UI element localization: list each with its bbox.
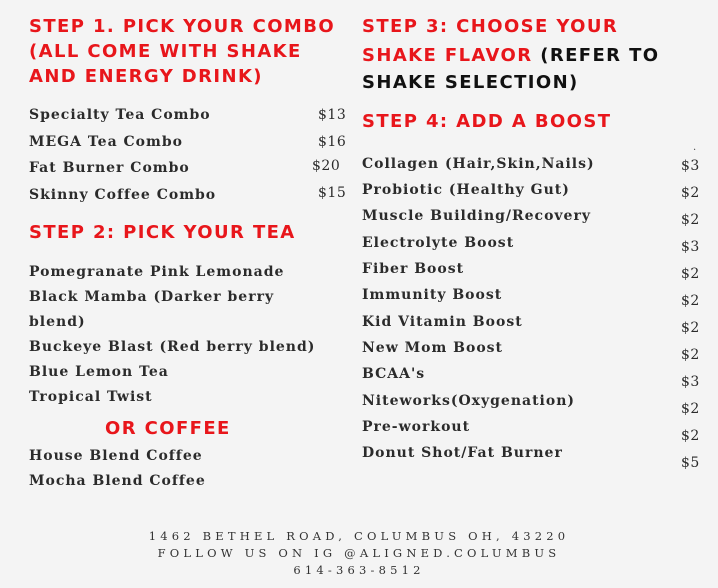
step1-line3: AND ENERGY DRINK) (29, 66, 263, 87)
boost-price: $3 (681, 374, 700, 390)
boost-item: Electrolyte Boost (362, 235, 515, 251)
boost-item: Fiber Boost (362, 261, 465, 277)
step1-line2: (ALL COME WITH SHAKE (29, 41, 302, 62)
boost-price: $2 (681, 347, 700, 363)
boost-price: $3 (681, 239, 700, 255)
combo-item: Specialty Tea Combo (29, 107, 211, 123)
coffee-item: House Blend Coffee (29, 448, 203, 464)
boost-price: $2 (681, 401, 700, 417)
step3-shake-flavor: SHAKE FLAVOR (362, 45, 533, 66)
boost-item: New Mom Boost (362, 340, 504, 356)
boost-item: Pre-workout (362, 419, 471, 435)
footer-address: 1462 BETHEL ROAD, COLUMBUS OH, 43220 (148, 529, 570, 543)
boost-price: $2 (681, 320, 700, 336)
step1-line1: STEP 1. PICK YOUR COMBO (29, 16, 336, 37)
footer-phone: 614-363-8512 (293, 563, 425, 577)
tea-item: Pomegranate Pink Lemonade (29, 264, 285, 280)
tea-item: Black Mamba (Darker berry (29, 289, 275, 305)
boost-item: BCAA's (362, 366, 426, 382)
footer-instagram: FOLLOW US ON IG @ALIGNED.COLUMBUS (157, 546, 561, 560)
boost-item: Probiotic (Healthy Gut) (362, 182, 570, 198)
step3-heading (362, 14, 660, 95)
step3-line2 (362, 43, 660, 68)
combo-price: $15 (318, 185, 347, 201)
step4-heading: STEP 4: ADD A BOOST (362, 111, 612, 132)
tea-item: Blue Lemon Tea (29, 364, 169, 380)
boost-price: $2 (681, 293, 700, 309)
boost-item: Collagen (Hair,Skin,Nails) (362, 156, 595, 172)
decorative-dot: . (693, 142, 697, 153)
step1-heading (29, 14, 335, 89)
boost-price: $2 (681, 266, 700, 282)
or-coffee-heading: OR COFFEE (105, 418, 231, 439)
boost-price: $3 (681, 158, 700, 174)
step3-refer-to: (REFER TO (540, 45, 660, 66)
boost-price: $5 (681, 455, 700, 471)
step3-line3: SHAKE SELECTION) (362, 72, 579, 93)
combo-price: $13 (318, 107, 347, 123)
tea-item: Buckeye Blast (Red berry blend) (29, 339, 316, 355)
boost-price: $2 (681, 212, 700, 228)
combo-item: MEGA Tea Combo (29, 134, 183, 150)
boost-item: Niteworks(Oxygenation) (362, 393, 576, 409)
tea-item: blend) (29, 314, 86, 330)
step3-line1: STEP 3: CHOOSE YOUR (362, 16, 619, 37)
boost-item: Donut Shot/Fat Burner (362, 445, 563, 461)
tea-item: Tropical Twist (29, 389, 153, 405)
boost-item: Muscle Building/Recovery (362, 208, 591, 224)
boost-item: Kid Vitamin Boost (362, 314, 523, 330)
boost-price: $2 (681, 185, 700, 201)
combo-price: $16 (318, 134, 347, 150)
boost-price: $2 (681, 428, 700, 444)
combo-item: Skinny Coffee Combo (29, 187, 217, 203)
coffee-item: Mocha Blend Coffee (29, 473, 206, 489)
boost-item: Immunity Boost (362, 287, 503, 303)
combo-item: Fat Burner Combo (29, 160, 190, 176)
step2-heading: STEP 2: PICK YOUR TEA (29, 222, 296, 243)
combo-price: $20 (312, 158, 341, 174)
